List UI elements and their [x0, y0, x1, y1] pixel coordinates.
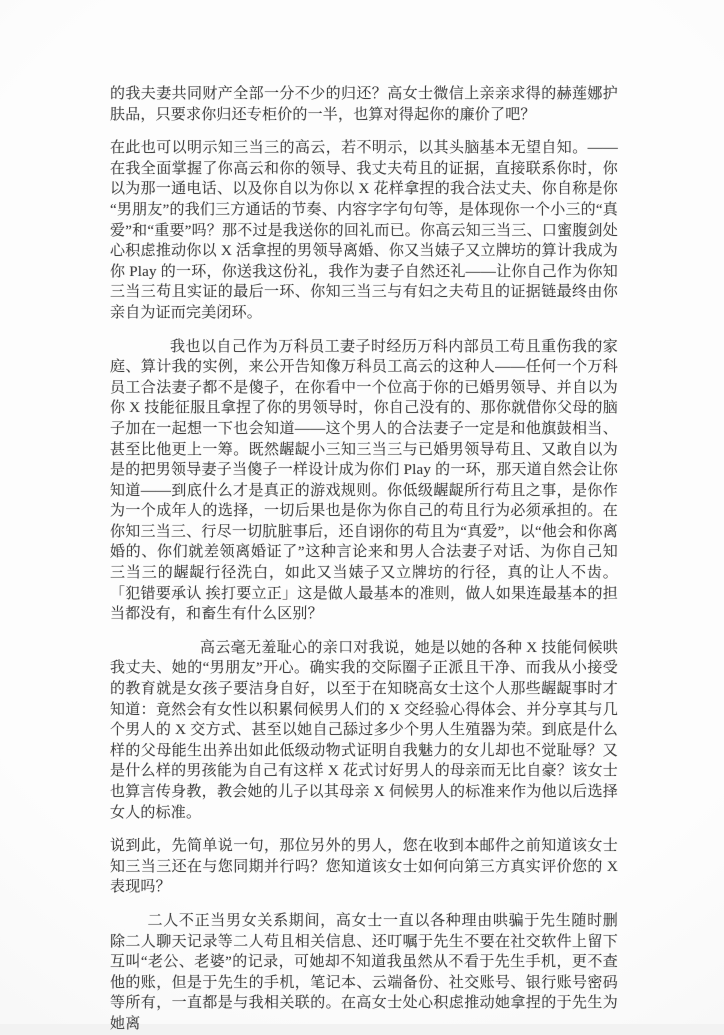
paragraph-4: 高云毫无羞耻心的亲口对我说，她是以她的各种 X 技能伺候哄我丈夫、她的“男朋友”开心。确实我的交际圈子正派且干净、而我从小接受的教育就是女孩子要洁身自好，以至于在知晓高女士这个人那些龌龊事时才知道：竟然会有女性以积累伺候男人们的 X 交经验心得体会、并分享其与几个男人的 X 交方式、甚至以她自己舔过多少个男人生殖器为荣。到底是什么样的父母能生出养出如此低级动物式证明自我魅力的女儿却也不觉耻辱？又是什么样的男孩能为自己有这样 X 花式讨好男人的母亲而无比自豪？该女士也算言传身教，教会她的儿子以其母亲 X 伺候男人的标准来作为他以后选择女人的标准。 — [110, 639, 618, 821]
paragraph-5: 说到此，先简单说一句，那位另外的男人，您在收到本邮件之前知道该女士知三当三还在与您同期并行吗？您知道该女士如何向第三方真实评价您的 X 表现吗？ — [110, 838, 618, 896]
paragraph-3: 我也以自己作为万科员工妻子时经历万科内部员工苟且重伤我的家庭、算计我的实例，来公开告知像万科员工高云的这种人——任何一个万科员工合法妻子都不是傻子，在你看中一个位高于你的已婚男领导、并自以为你 X 技能征服且拿捏了你的男领导时，你自己没有的、那你就借你父母的脑子加在一起想一下也会知道——这个男人的合法妻子一定是和他旗鼓相当、甚至比他更上一筹。既然龌龊小三知三当三与已婚男领导苟且、又敢自以为是的把男领导妻子当傻子一样设计成为你们 Play 的一环，那天道自然会让你知道——到底什么才是真正的游戏规则。你低级龌龊所行苟且之事，是你作为一个成年人的选择，一切后果也是你为你自己的苟且行为必须承担的。在你知三当三、行尽一切肮脏事后，还自诩你的苟且为“真爱”，以“他会和你离婚的、你们就差领离婚证了”这种言论来和男人合法妻子对话、为你自己知三当三的龌龊行径洗白，如此又当婊子又立牌坊的行径，真的让人不齿。「犯错要承认 挨打要立正」这是做人最基本的准则，做人如果连最基本的担当都没有，和畜生有什么区别？ — [110, 338, 618, 623]
document-body — [110, 84, 618, 1035]
paragraph-2: 在此也可以明示知三当三的高云，若不明示，以其头脑基本无望自知。——在我全面掌握了你高云和你的领导、我丈夫苟且的证据，直接联系你时，你以为那一通电话、以及你自以为你以 X 花样拿捏的我合法丈夫、你自称是你“男朋友”的我们三方通话的节奏、内容字字句句等，是体现你一个小三的“真爱”和“重要”吗？那不过是我送你的回礼而已。你高云知三当三、口蜜腹剑处心积虑推动你以 X 活拿捏的男领导离婚、你又当婊子又立牌坊的算计我成为你 Play 的一环，你送我这份礼，我作为妻子自然还礼——让你自己作为你知三当三苟且实证的最后一环、你知三当三与有妇之夫苟且的证据链最终由你亲自为证而完美闭环。 — [110, 140, 618, 321]
paragraph-6: 二人不正当男女关系期间，高女士一直以各种理由哄骗于先生随时删除二人聊天记录等二人苟且相关信息、还叮嘱于先生不要在社交软件上留下互叫“老公、老婆”的记录，可她却不知道我虽然从不看于先生手机，更不查他的账，但是于先生的手机，笔记本、云端备份、社交账号、银行账号密码等所有，一直都是与我相关联的。在高女士处心积虑推动她拿捏的于先生为她离 — [110, 912, 618, 1032]
paragraph-1: 的我夫妻共同财产全部一分不少的归还？高女士微信上亲亲求得的赫莲娜护肤品，只要求你归还专柜价的一半，也算对得起你的廉价了吧？ — [110, 86, 618, 123]
